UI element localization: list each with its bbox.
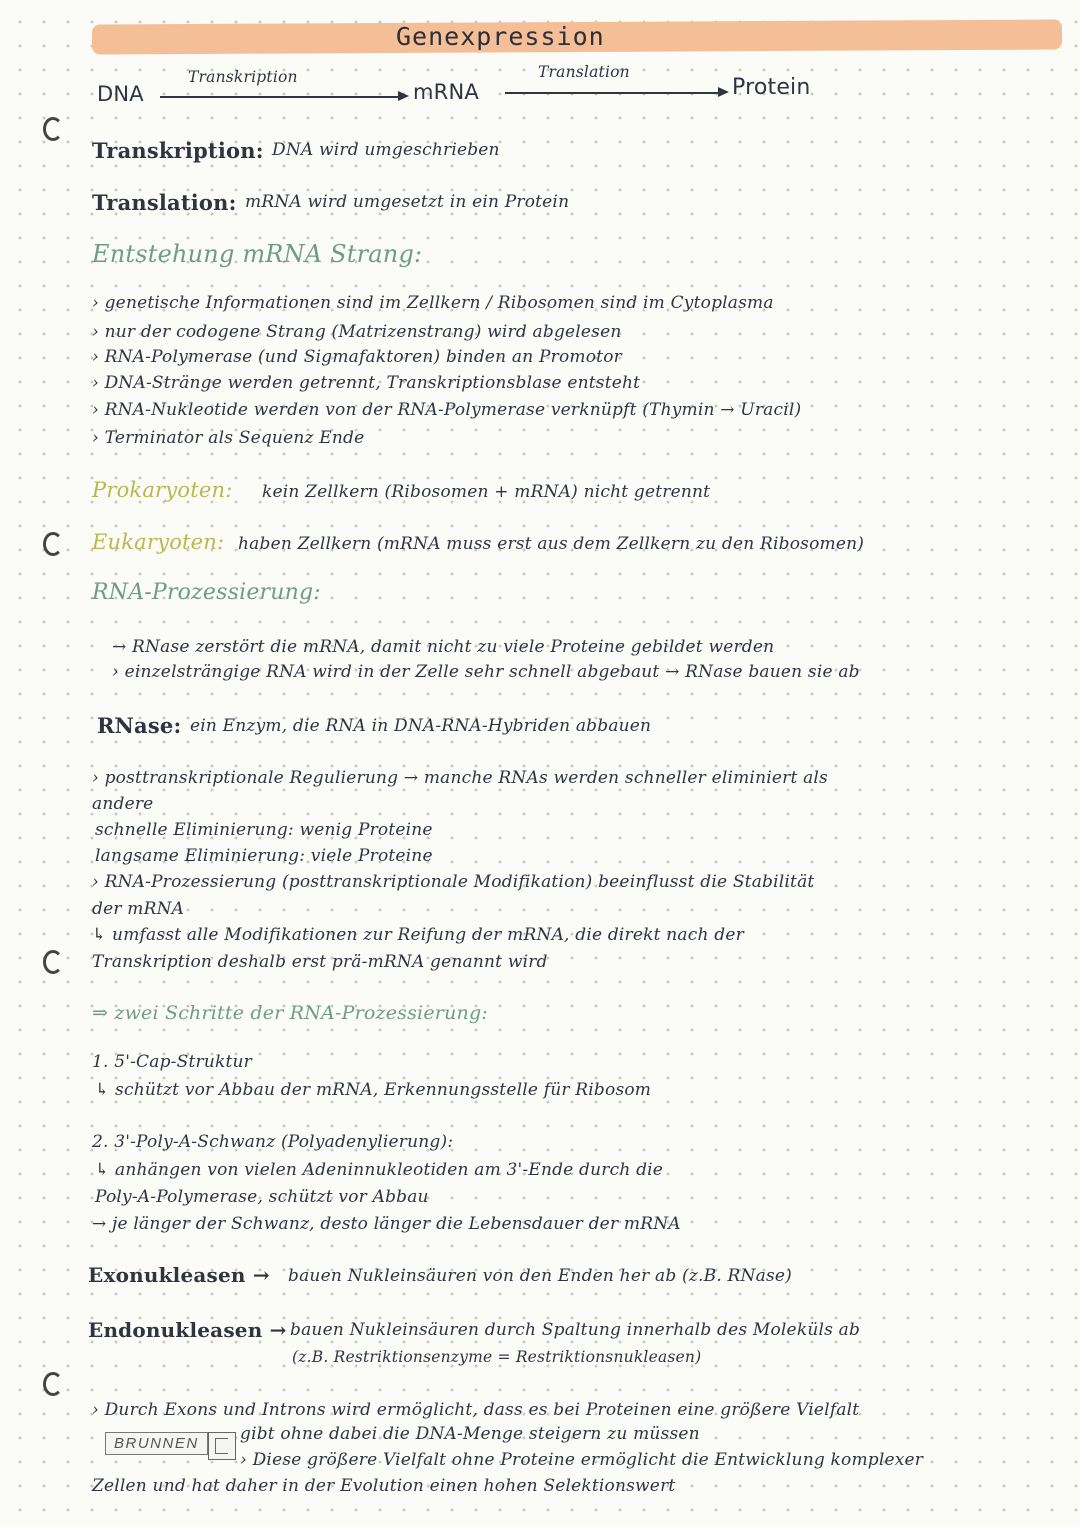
regulation-line: › posttranskriptionale Regulierung → manche RNAs werden schneller eliminiert als bbox=[92, 768, 828, 788]
flow-translation-label: Translation bbox=[538, 63, 630, 81]
flow-protein: Protein bbox=[732, 75, 811, 100]
regulation-line: langsame Eliminierung: viele Proteine bbox=[95, 846, 433, 866]
rnase-text: ein Enzym, die RNA in DNA-RNA-Hybriden abbauen bbox=[190, 716, 652, 736]
brunnen-logo: BRUNNEN bbox=[105, 1432, 208, 1455]
regulation-line: › RNA-Prozessierung (posttranskriptionale Modifikation) beeinflusst die Stabilität bbox=[92, 872, 815, 892]
exons-line: › Diese größere Vielfalt ohne Proteine ermöglicht die Entwicklung komplexer bbox=[240, 1450, 924, 1470]
regulation-line: der mRNA bbox=[92, 899, 185, 919]
flow-arrow-1 bbox=[160, 96, 400, 98]
flow-mrna: mRNA bbox=[413, 80, 479, 104]
processing-line: › einzelsträngige RNA wird in der Zelle sehr schnell abgebaut → RNase bauen sie ab bbox=[112, 662, 860, 682]
regulation-line: ↳ umfasst alle Modifikationen zur Reifung der mRNA, die direkt nach der bbox=[92, 925, 744, 945]
flow-transcription-label: Transkription bbox=[188, 68, 298, 86]
step2-text: ↳ anhängen von vielen Adeninnukleotiden am 3'-Ende durch die bbox=[95, 1160, 664, 1180]
page-title: Genexpression bbox=[396, 22, 605, 51]
flow-arrow-2 bbox=[505, 92, 720, 94]
processing-line: → RNase zerstört die mRNA, damit nicht zu viele Proteine gebildet werden bbox=[112, 637, 775, 657]
mrna-item: › nur der codogene Strang (Matrizenstrang) wird abgelesen bbox=[92, 322, 622, 342]
steps-heading: ⇒ zwei Schritte der RNA-Prozessierung: bbox=[92, 1002, 488, 1024]
mrna-item: › Terminator als Sequenz Ende bbox=[92, 428, 365, 448]
step2-title: 2. 3'-Poly-A-Schwanz (Polyadenylierung): bbox=[92, 1132, 454, 1152]
exons-line: Zellen und hat daher in der Evolution einen hohen Selektionswert bbox=[92, 1476, 676, 1496]
binder-hole bbox=[40, 530, 60, 554]
mrna-item: › RNA-Nukleotide werden von der RNA-Polymerase verknüpft (Thymin → Uracil) bbox=[92, 400, 802, 420]
mrna-item: › DNA-Stränge werden getrennt, Transkriptionsblase entsteht bbox=[92, 373, 641, 393]
brunnen-logo-mark bbox=[208, 1432, 236, 1460]
endonukleasen-text: bauen Nukleinsäuren durch Spaltung innerhalb des Moleküls ab bbox=[290, 1320, 861, 1340]
prokaryoten-text: kein Zellkern (Ribosomen + mRNA) nicht getrennt bbox=[262, 482, 711, 502]
flow-arrow-1-head bbox=[398, 91, 409, 101]
processing-heading: RNA-Prozessierung: bbox=[92, 580, 321, 605]
binder-hole bbox=[40, 1370, 60, 1394]
flow-dna: DNA bbox=[97, 82, 144, 106]
prokaryoten-term: Prokaryoten: bbox=[92, 478, 233, 502]
flow-arrow-2-head bbox=[718, 87, 729, 97]
eukaryoten-text: haben Zellkern (mRNA muss erst aus dem Zellkern zu den Ribosomen) bbox=[238, 534, 865, 554]
binder-hole bbox=[40, 115, 60, 139]
exonukleasen-term: Exonukleasen → bbox=[88, 1263, 270, 1287]
exonukleasen-text: bauen Nukleinsäuren von den Enden her ab (z.B. RNase) bbox=[288, 1266, 792, 1286]
binder-hole bbox=[40, 948, 60, 972]
mrna-item: › genetische Informationen sind im Zellkern / Ribosomen sind im Cytoplasma bbox=[92, 293, 774, 313]
eukaryoten-term: Eukaryoten: bbox=[92, 530, 225, 554]
transkription-term: Transkription: bbox=[92, 138, 264, 163]
step2-text: → je länger der Schwanz, desto länger die Lebensdauer der mRNA bbox=[92, 1214, 681, 1234]
transkription-text: DNA wird umgeschrieben bbox=[272, 140, 500, 160]
rnase-term: RNase: bbox=[97, 713, 182, 738]
translation-term: Translation: bbox=[92, 190, 237, 215]
mrna-section-heading: Entstehung mRNA Strang: bbox=[92, 240, 423, 268]
regulation-line: andere bbox=[92, 794, 154, 814]
translation-text: mRNA wird umgesetzt in ein Protein bbox=[245, 192, 570, 212]
step2-text: Poly-A-Polymerase, schützt vor Abbau bbox=[95, 1187, 429, 1207]
regulation-line: schnelle Eliminierung: wenig Proteine bbox=[95, 820, 433, 840]
exons-line: › Durch Exons und Introns wird ermöglicht, dass es bei Proteinen eine größere Vielfalt bbox=[92, 1400, 860, 1420]
step1-title: 1. 5'-Cap-Struktur bbox=[92, 1052, 252, 1072]
regulation-line: Transkription deshalb erst prä-mRNA genannt wird bbox=[92, 952, 548, 972]
endonukleasen-text: (z.B. Restriktionsenzyme = Restriktionsnukleasen) bbox=[292, 1348, 702, 1366]
exons-line: gibt ohne dabei die DNA-Menge steigern zu müssen bbox=[240, 1424, 700, 1444]
endonukleasen-term: Endonukleasen → bbox=[88, 1318, 287, 1342]
step1-text: ↳ schützt vor Abbau der mRNA, Erkennungsstelle für Ribosom bbox=[95, 1080, 652, 1100]
mrna-item: › RNA-Polymerase (und Sigmafaktoren) binden an Promotor bbox=[92, 347, 622, 367]
